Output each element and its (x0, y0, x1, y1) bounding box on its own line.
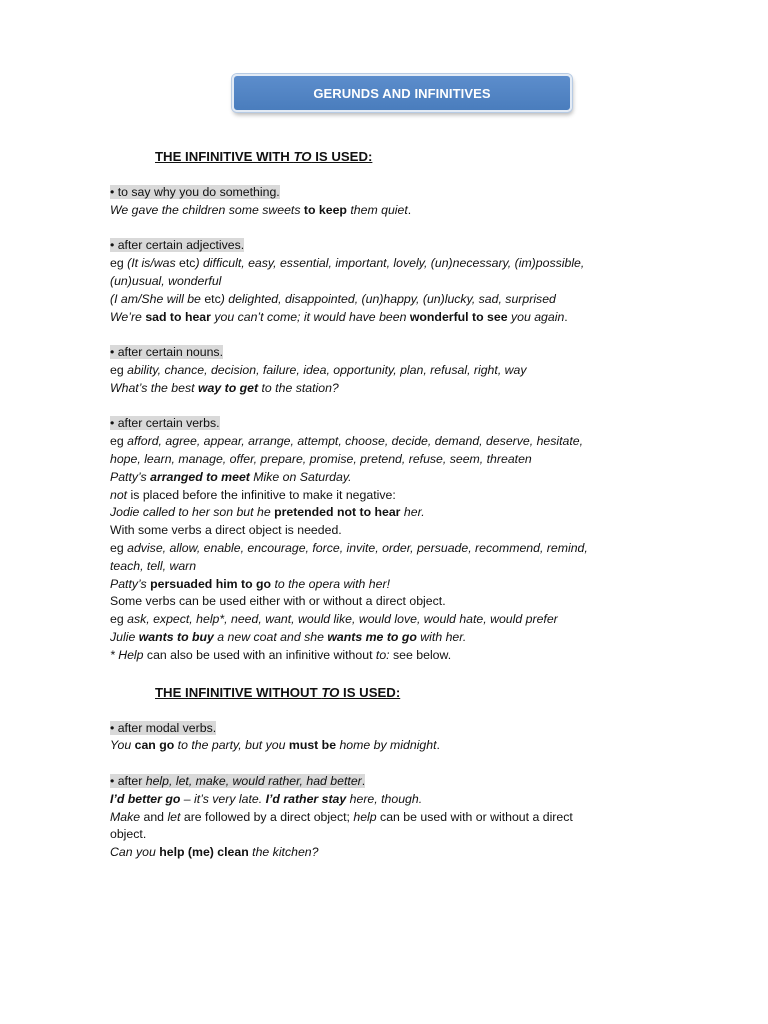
text-segment: . (436, 738, 440, 753)
text-segment: is placed before the infinitive to make it negative: (127, 487, 396, 502)
text-segment: Can you (110, 845, 160, 860)
text-segment: (I am/She will be (110, 291, 205, 306)
text-segment: We gave the children some sweets (110, 202, 304, 217)
text-segment: sad to hear (145, 309, 211, 324)
highlighted-rule (110, 185, 280, 199)
text-segment: . (564, 309, 568, 324)
text-segment: advise, allow, enable, encourage, force, invite, order, persuade, recommend, remind, (127, 540, 588, 555)
text-line (110, 737, 710, 755)
text-line (110, 629, 710, 647)
text-segment: With some verbs a direct object is needed. (110, 523, 342, 538)
text-line (110, 504, 710, 522)
text-segment: * Help (110, 647, 144, 662)
highlighted-rule (110, 721, 216, 735)
text-segment: help (353, 809, 377, 824)
text-segment: you can’t come; it would have been (210, 309, 410, 324)
page-title: GERUNDS AND INFINITIVES (313, 85, 491, 101)
section-heading (110, 148, 710, 166)
text-segment: not (110, 487, 128, 502)
section (110, 148, 710, 665)
rule-block (110, 184, 710, 220)
text-segment: you again (507, 309, 565, 324)
highlighted-rule (110, 345, 223, 359)
text-segment: Patty’s (110, 576, 151, 591)
text-line (110, 487, 710, 505)
text-segment: teach, tell, warn (110, 558, 197, 573)
text-line (110, 809, 710, 827)
text-segment: to the station? (258, 380, 339, 395)
text-segment: • after certain verbs. (110, 416, 220, 431)
text-line (110, 844, 710, 862)
text-segment: home by midnight (336, 738, 437, 753)
text-segment: can also be used with an infinitive without (143, 647, 376, 662)
rule-block (110, 344, 710, 397)
text-segment: We’re (110, 309, 146, 324)
text-segment: – it’s very late. (180, 791, 266, 806)
text-segment: • to say why you do something. (110, 185, 280, 199)
rule-heading (110, 773, 710, 791)
text-segment: can be used with or without a direct (376, 809, 573, 824)
section-heading (110, 684, 710, 702)
text-segment: What’s the best (110, 380, 198, 395)
text-segment: wonderful to see (409, 309, 508, 324)
text-segment: persuaded him to go (150, 576, 272, 591)
text-line (110, 309, 710, 327)
rule-heading (110, 720, 710, 738)
text-segment: etc (204, 291, 221, 306)
text-segment: to the party, but you (174, 738, 289, 753)
rule-block (110, 773, 710, 862)
text-segment: see below. (389, 647, 452, 662)
text-line (110, 826, 710, 844)
text-segment: THE INFINITIVE WITH (155, 149, 294, 164)
text-segment: Some verbs can be used either with or without a direct object. (110, 594, 446, 609)
text-segment: must be (288, 738, 337, 753)
text-segment: wants to buy (138, 629, 214, 644)
text-line (110, 433, 710, 451)
text-segment: IS USED: (339, 684, 401, 700)
text-line (110, 647, 710, 665)
text-line (110, 202, 710, 220)
text-line (110, 558, 710, 576)
rule-heading (110, 415, 710, 433)
text-segment: her. (400, 505, 425, 520)
text-line (110, 540, 710, 558)
text-segment: eg (110, 540, 128, 555)
text-segment: Jodie called to her son but he (110, 505, 275, 520)
text-segment: • after certain nouns. (110, 345, 223, 360)
text-segment: Julie (110, 629, 139, 644)
text-segment: • after modal verbs. (110, 720, 217, 735)
text-line (110, 522, 710, 540)
text-line (110, 791, 710, 809)
text-segment: to keep (303, 202, 347, 217)
text-segment: to: (375, 647, 390, 662)
text-line (110, 611, 710, 629)
text-segment: and (140, 809, 168, 824)
text-segment: You (110, 738, 135, 753)
text-segment: ) difficult, easy, essential, important, lovely, (un)necessary, (im)possible, (195, 256, 585, 271)
text-segment: TO (321, 684, 340, 700)
text-segment: afford, agree, appear, arrange, attempt, choose, decide, demand, deserve, hesitate, (127, 434, 584, 449)
text-segment: to the opera with her! (271, 576, 390, 591)
text-line (110, 469, 710, 487)
text-segment: are followed by a direct object; (180, 809, 354, 824)
text-segment: help (me) clean (159, 845, 249, 860)
text-segment: ) delighted, disappointed, (un)happy, (un)lucky, sad, surprised (220, 291, 556, 306)
text-line (110, 380, 710, 398)
text-segment: the kitchen? (248, 845, 319, 860)
title-banner (232, 74, 572, 112)
text-segment: pretended not to hear (274, 505, 401, 520)
text-segment: (It is/was (127, 256, 180, 271)
highlighted-rule (110, 774, 365, 788)
text-segment: Patty’s (110, 469, 151, 484)
rule-heading (110, 184, 710, 202)
text-segment: I’d rather stay (265, 791, 347, 806)
text-segment: THE INFINITIVE WITHOUT (155, 684, 322, 700)
text-segment: ability, chance, decision, failure, idea, opportunity, plan, refusal, right, way (127, 362, 527, 377)
text-segment: them quiet (346, 202, 408, 217)
text-line (110, 291, 710, 309)
text-segment: wants me to go (327, 629, 417, 644)
text-segment: IS USED: (311, 149, 373, 164)
document-content (110, 148, 710, 862)
section (110, 684, 710, 862)
text-segment: • after (110, 773, 146, 788)
text-segment: eg (110, 612, 128, 627)
text-segment: can go (134, 738, 175, 753)
text-segment: with her. (416, 629, 467, 644)
text-segment: let (167, 809, 181, 824)
text-segment: etc (179, 256, 196, 271)
text-segment: hope, learn, manage, offer, prepare, promise, pretend, refuse, seem, threaten (110, 451, 532, 466)
text-segment: eg (110, 362, 128, 377)
highlighted-rule (110, 238, 244, 252)
text-segment: I’d better go (110, 791, 181, 806)
text-segment: here, though. (346, 791, 423, 806)
text-segment: • after certain adjectives. (110, 238, 245, 253)
text-segment: arranged to meet (150, 469, 250, 484)
rule-block (110, 720, 710, 756)
text-segment: way to get (197, 380, 259, 395)
text-segment: help, let, make, would rather, had better (145, 773, 362, 788)
rule-block (110, 415, 710, 664)
text-segment: Mike on Saturday. (249, 469, 352, 484)
text-line (110, 362, 710, 380)
text-line (110, 451, 710, 469)
highlighted-rule (110, 416, 220, 430)
text-segment: a new coat and she (213, 629, 328, 644)
rule-block (110, 237, 710, 326)
text-segment: eg (110, 434, 128, 449)
text-line (110, 593, 710, 611)
rule-heading (110, 344, 710, 362)
text-segment: TO (293, 149, 312, 164)
text-segment: Make (110, 809, 141, 824)
rule-heading (110, 237, 710, 255)
text-segment: . (407, 202, 412, 217)
text-line (110, 255, 710, 273)
text-line (110, 273, 710, 291)
text-segment: eg (110, 256, 128, 271)
text-segment: object. (110, 827, 147, 842)
text-line (110, 576, 710, 594)
text-segment: . (361, 773, 366, 788)
text-segment: ask, expect, help*, need, want, would like, would love, would hate, would prefer (127, 612, 558, 627)
text-segment: (un)usual, wonderful (110, 273, 222, 288)
